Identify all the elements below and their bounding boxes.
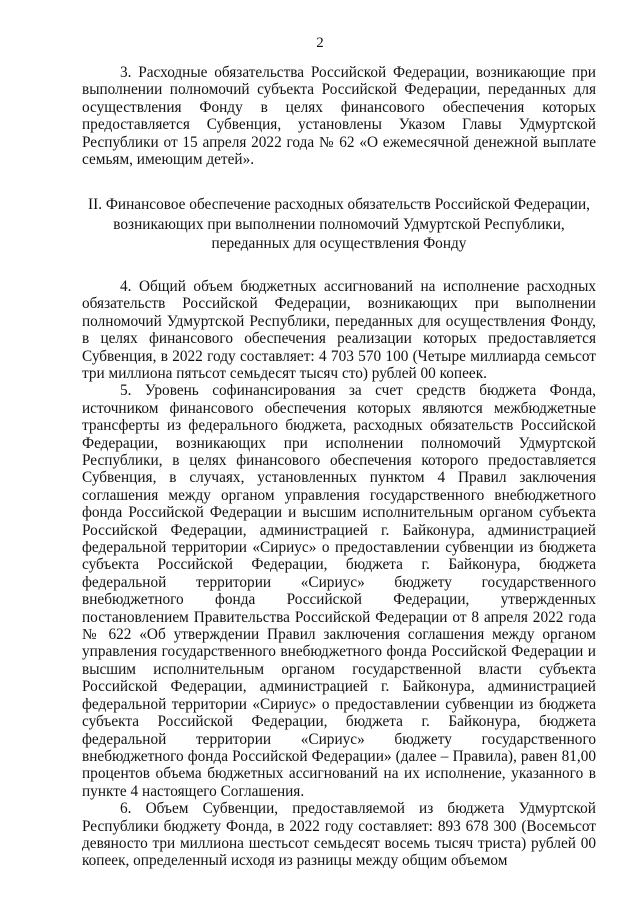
section-heading-line-1: II. Финансовое обеспечение расходных обязательств Российской Федерации, <box>88 196 590 214</box>
page-number: 2 <box>316 35 324 51</box>
paragraph-5: 5. Уровень софинансирования за счет средств бюджета Фонда, источником финансового обеспечения которых являются межбюджетные трансферты из федерального бюджета, расходных обязательств Российской Федерации, возникающих при исполнении полномочий Удмуртской Республики, в целях финансового обеспечения которого предоставляется Субвенция, в случаях, установленных пунктом 4 Правил заключения соглашения между органом управления государственного внебюджетного фонда Российской Федерации и высшим исполнительным органом субъекта Российской Федерации, администрацией г. Байконура, администрацией федеральной территории «Сириус» о предоставлении субвенции из бюджета субъекта Российской Федерации, бюджета г. Байконура, бюджета федеральной территории «Сириус» бюджету государственного внебюджетного фонда Российской Федерации, утвержденных постановлением Правительства Российской Федерации от 8 апреля 2022 года № 622 «Об утверждении Правил заключения соглашения между органом управления государственного внебюджетного фонда Российской Федерации и высшим исполнительным органом государственной власти субъекта Российской Федерации, администрацией г. Байконура, администрацией федеральной территории «Сириус» о предоставлении субвенции из бюджета субъекта Российской Федерации, бюджета г. Байконура, бюджета федеральной территории «Сириус» бюджету государственного внебюджетного фонда Российской Федерации» (далее – Правила), равен 81,00 процентов объема бюджетных ассигнований на их исполнение, указанного в пункте 4 настоящего Соглашения. <box>82 382 596 800</box>
section-heading-line-2: возникающих при выполнении полномочий Удмуртской Республики, <box>113 215 565 233</box>
section-heading-line-3: переданных для осуществления Фонду <box>211 235 467 253</box>
paragraph-6: 6. Объем Субвенции, предоставляемой из бюджета Удмуртской Республики бюджету Фонда, в 2022 году составляет: 893 678 300 (Восемьсот девяносто три миллиона шестьсот семьдесят восемь тысяч триста) рублей 00 копеек, определенный исходя из разницы между общим объемом <box>82 800 596 870</box>
section-heading <box>82 195 596 254</box>
document-body <box>82 64 596 870</box>
paragraph-4: 4. Общий объем бюджетных ассигнований на исполнение расходных обязательств Российской Федерации, возникающих при выполнении полномочий Удмуртской Республики, переданных для осуществления Фонду, в целях финансового обеспечения реализации которых предоставляется Субвенция, в 2022 году составляет: 4 703 570 100 (Четыре миллиарда семьсот три миллиона пятьсот семьдесят тысяч сто) рублей 00 копеек. <box>82 277 596 382</box>
paragraph-3: 3. Расходные обязательства Российской Федерации, возникающие при выполнении полномочий субъекта Российской Федерации, переданных для осуществления Фонду в целях финансового обеспечения которых предоставляется Субвенция, установлены Указом Главы Удмуртской Республики от 15 апреля 2022 года № 62 «О ежемесячной денежной выплате семьям, имеющим детей». <box>82 64 596 169</box>
